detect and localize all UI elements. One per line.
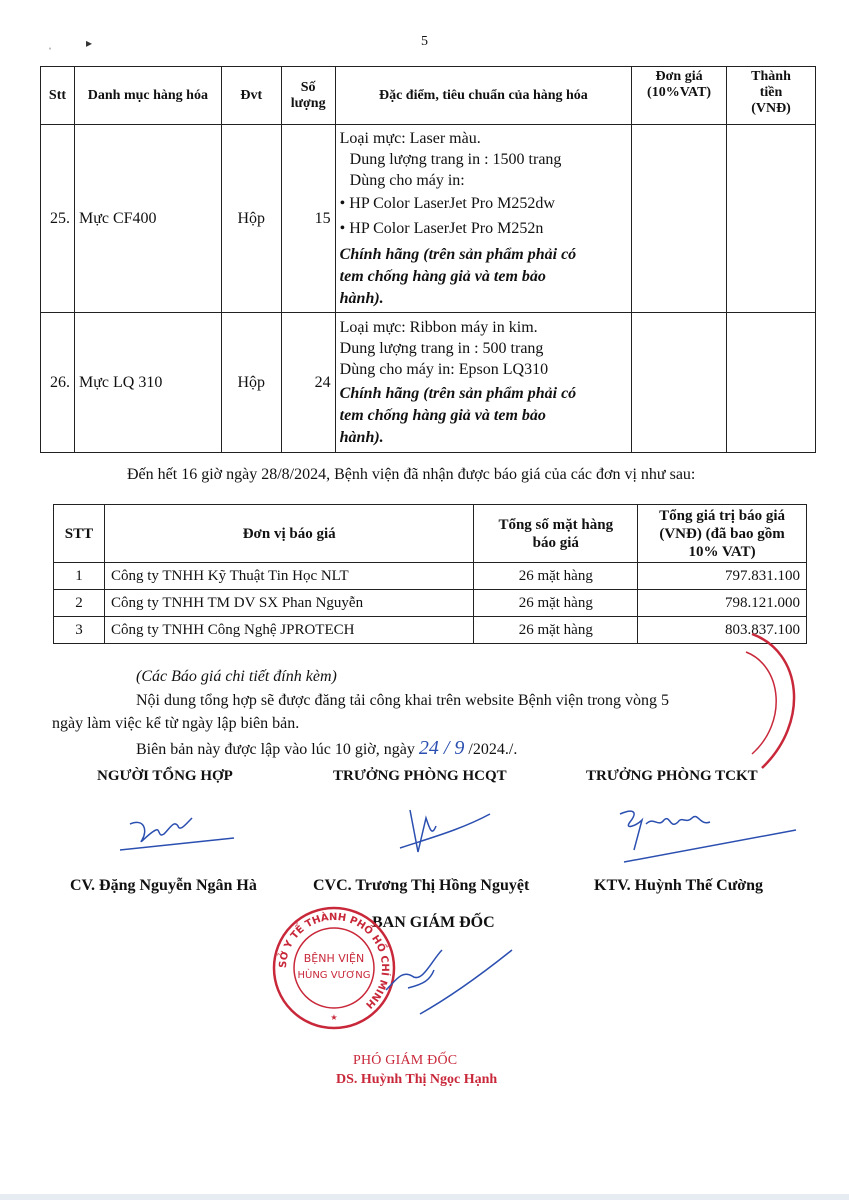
table-row bbox=[54, 563, 807, 590]
table-row bbox=[41, 125, 816, 313]
page-edge-stamp bbox=[742, 632, 812, 772]
row-count: 26 mặt hàng bbox=[474, 617, 638, 644]
svg-text:BỆNH VIỆN: BỆNH VIỆN bbox=[303, 952, 365, 965]
table-row bbox=[54, 590, 807, 617]
minutes-time: Biên bản này được lập vào lúc 10 giờ, ngày 24 / 9 /2024./. bbox=[136, 737, 518, 759]
svg-text:★: ★ bbox=[330, 1013, 338, 1022]
col-header-qty: Số lượng bbox=[281, 67, 335, 125]
row-value: 797.831.100 bbox=[638, 563, 807, 590]
col-header-value: Tổng giá trị báo giá (VNĐ) (đã bao gồm 10% VAT) bbox=[638, 505, 807, 563]
row-stt: 3 bbox=[54, 617, 105, 644]
intro-paragraph: Đến hết 16 giờ ngày 28/8/2024, Bệnh viện đã nhận được báo giá của các đơn vị như sau: bbox=[127, 466, 696, 483]
deputy-director-name: DS. Huỳnh Thị Ngọc Hạnh bbox=[336, 1072, 498, 1087]
row-vendor: Công ty TNHH TM DV SX Phan Nguyễn bbox=[104, 590, 473, 617]
row-spec: Loại mực: Laser màu. Dung lượng trang in : 1500 trang Dùng cho máy in: • HP Color LaserJet Pro M252dw • HP Color LaserJet Pro M252n Chính hãng (trên sản phẩm phải có tem chống hàng giả và tem bảo hành). bbox=[335, 125, 631, 313]
scan-mark: ▸ bbox=[86, 36, 93, 50]
handwritten-signature bbox=[360, 800, 500, 870]
attachment-note: (Các Báo giá chi tiết đính kèm) bbox=[136, 668, 337, 685]
signer-name-admin: CVC. Trương Thị Hồng Nguyệt bbox=[313, 877, 530, 894]
handwritten-signature bbox=[372, 940, 522, 1020]
scan-mark: ˌ bbox=[48, 36, 52, 50]
signer-name-summarizer: CV. Đặng Nguyễn Ngân Hà bbox=[70, 877, 257, 894]
col-header-unit: Đvt bbox=[221, 67, 281, 125]
col-header-name: Danh mục hàng hóa bbox=[74, 67, 221, 125]
deputy-director-title: PHÓ GIÁM ĐỐC bbox=[353, 1053, 458, 1068]
director-title: BAN GIÁM ĐỐC bbox=[372, 914, 495, 931]
handwritten-date: 24 / 9 bbox=[418, 737, 465, 759]
row-value: 803.837.100 bbox=[638, 617, 807, 644]
col-header-spec: Đặc điểm, tiêu chuẩn của hàng hóa bbox=[335, 67, 631, 125]
bullet-item: • HP Color LaserJet Pro M252dw bbox=[339, 194, 555, 212]
signer-title-admin: TRƯỞNG PHÒNG HCQT bbox=[333, 768, 507, 784]
signer-title-summarizer: NGƯỜI TỔNG HỢP bbox=[97, 768, 233, 784]
row-unit: Hộp bbox=[221, 313, 281, 453]
page-number: 5 bbox=[421, 34, 428, 49]
col-header-price: Đơn giá (10%VAT) bbox=[632, 67, 727, 125]
row-count: 26 mặt hàng bbox=[474, 563, 638, 590]
row-qty: 15 bbox=[281, 125, 335, 313]
handwritten-signature bbox=[102, 800, 242, 860]
bullet-item: • HP Color LaserJet Pro M252n bbox=[339, 219, 544, 237]
table-row bbox=[41, 313, 816, 453]
svg-text:SỞ Y TẾ THÀNH PHỐ HỒ CHÍ MINH: SỞ Y TẾ THÀNH PHỐ HỒ CHÍ MINH bbox=[277, 911, 391, 1011]
row-vendor: Công ty TNHH Công Nghệ JPROTECH bbox=[104, 617, 473, 644]
row-value: 798.121.000 bbox=[638, 590, 807, 617]
table-header-row bbox=[41, 67, 816, 125]
col-header-vendor: Đơn vị báo giá bbox=[104, 505, 473, 563]
scan-edge bbox=[0, 1194, 849, 1200]
quote-table bbox=[53, 504, 807, 644]
handwritten-signature bbox=[606, 800, 806, 870]
row-price bbox=[632, 125, 727, 313]
publish-note: Nội dung tổng hợp sẽ được đăng tải công khai trên website Bệnh viện trong vòng 5 bbox=[136, 692, 670, 709]
signer-title-finance: TRƯỞNG PHÒNG TCKT bbox=[586, 768, 758, 784]
row-name: Mực LQ 310 bbox=[74, 313, 221, 453]
table-header-row bbox=[54, 505, 807, 563]
row-count: 26 mặt hàng bbox=[474, 590, 638, 617]
authenticity-note: Chính hãng (trên sản phẩm phải có tem chống hàng giả và tem bảo hành). bbox=[339, 384, 577, 446]
row-qty: 24 bbox=[281, 313, 335, 453]
row-name: Mực CF400 bbox=[74, 125, 221, 313]
row-total bbox=[727, 313, 816, 453]
row-stt: 26. bbox=[41, 313, 75, 453]
publish-note-continued: ngày làm việc kể từ ngày lập biên bản. bbox=[52, 715, 300, 732]
row-total bbox=[727, 125, 816, 313]
col-header-total: Thành tiền (VNĐ) bbox=[727, 67, 816, 125]
row-spec: Loại mực: Ribbon máy in kim. Dung lượng trang in : 500 trang Dùng cho máy in: Epson LQ310 Chính hãng (trên sản phẩm phải có tem chống hàng giả và tem bảo hành). bbox=[335, 313, 631, 453]
row-price bbox=[632, 313, 727, 453]
row-stt: 1 bbox=[54, 563, 105, 590]
svg-text:HÙNG VƯƠNG: HÙNG VƯƠNG bbox=[297, 970, 371, 981]
row-unit: Hộp bbox=[221, 125, 281, 313]
row-stt: 2 bbox=[54, 590, 105, 617]
col-header-count: Tổng số mặt hàng báo giá bbox=[474, 505, 638, 563]
col-header-stt: Stt bbox=[41, 67, 75, 125]
authenticity-note: Chính hãng (trên sản phẩm phải có tem chống hàng giả và tem bảo hành). bbox=[339, 245, 577, 307]
row-stt: 25. bbox=[41, 125, 75, 313]
row-vendor: Công ty TNHH Kỹ Thuật Tin Học NLT bbox=[104, 563, 473, 590]
table-row bbox=[54, 617, 807, 644]
signer-name-finance: KTV. Huỳnh Thế Cường bbox=[594, 877, 764, 894]
goods-table bbox=[40, 66, 816, 453]
col-header-stt: STT bbox=[54, 505, 105, 563]
